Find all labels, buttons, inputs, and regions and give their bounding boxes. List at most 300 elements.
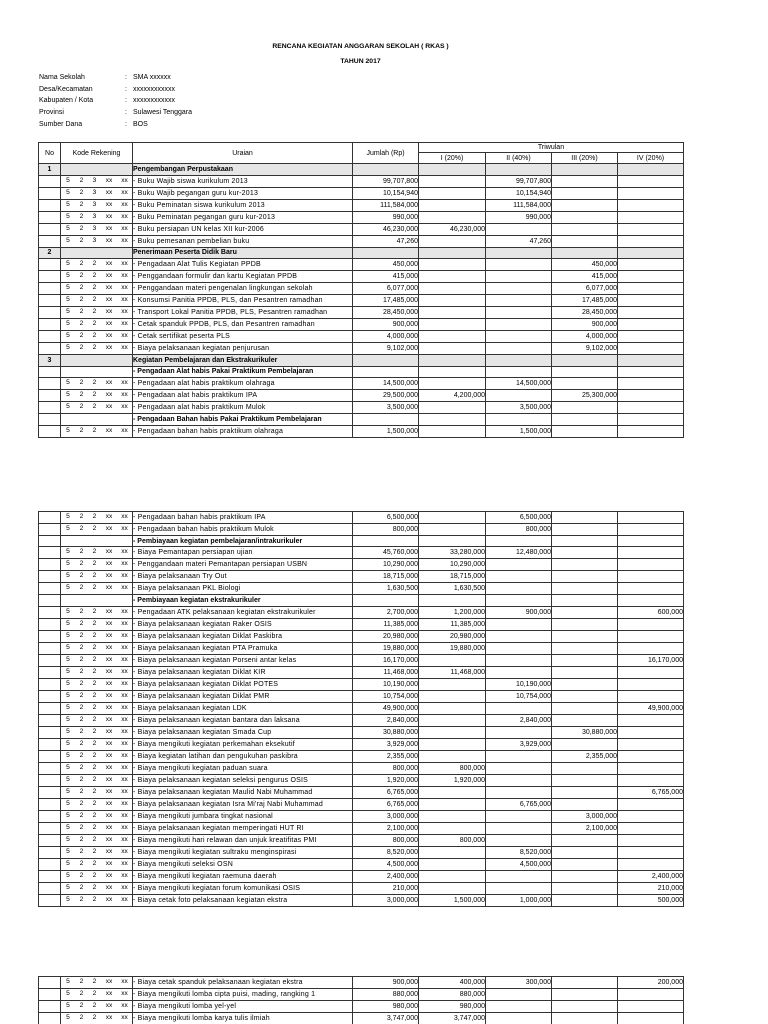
kode-digit: 2	[79, 739, 84, 747]
uraian-cell: - Biaya pelaksanaan kegiatan Isra Mi'raj Nabi Muhammad	[133, 798, 353, 810]
kode-rekening-cell	[61, 307, 133, 319]
table-header	[39, 143, 684, 164]
triwulan-iii-cell	[552, 774, 618, 786]
triwulan-iv-cell	[618, 211, 684, 223]
kode-digit: 5	[66, 332, 70, 339]
kode-digit: xx	[121, 871, 128, 879]
triwulan-iv-cell	[618, 536, 684, 547]
kode-digit: 5	[66, 391, 70, 398]
kode-rekening-cell	[61, 571, 133, 583]
triwulan-ii-cell	[486, 702, 552, 714]
triwulan-i-cell	[419, 175, 486, 187]
kode-digit: 5	[66, 260, 70, 267]
kode-digit: 2	[79, 643, 84, 651]
uraian-cell: - Biaya pelaksanaan kegiatan Diklat KIR	[133, 666, 353, 678]
uraian-cell: - Biaya mengikuti seleksi OSN	[133, 858, 353, 870]
kode-digit: 5	[66, 296, 70, 303]
kode-digit: 2	[92, 751, 97, 759]
kode-digit: xx	[105, 787, 113, 795]
kode-digit: 2	[92, 715, 97, 723]
triwulan-iii-cell	[552, 366, 618, 378]
item-row	[39, 738, 684, 750]
kode-digit: 2	[92, 823, 97, 831]
triwulan-iii-cell	[552, 247, 618, 259]
triwulan-ii-cell: 6,765,000	[486, 798, 552, 810]
kode-digit: 5	[66, 655, 70, 663]
triwulan-iii-cell: 4,000,000	[552, 331, 618, 343]
row-number	[39, 726, 61, 738]
kode-digit: 2	[92, 344, 97, 351]
kode-digit: 5	[66, 176, 70, 184]
item-row	[39, 271, 684, 283]
jumlah-cell: 210,000	[353, 882, 419, 894]
triwulan-i-cell	[419, 247, 486, 259]
kode-digit: 5	[66, 1014, 70, 1021]
jumlah-cell: 9,102,000	[353, 343, 419, 355]
row-number	[39, 870, 61, 882]
uraian-cell: Pengembangan Perpustakaan	[133, 164, 353, 176]
jumlah-cell: 14,500,000	[353, 378, 419, 390]
kode-digit: 2	[92, 787, 97, 795]
kode-digit: 2	[92, 691, 97, 699]
kode-digit: xx	[105, 176, 113, 184]
kode-digit: xx	[121, 296, 128, 303]
kode-digit: xx	[121, 775, 128, 783]
kode-digit: 2	[79, 871, 84, 879]
uraian-cell: - Pengadaan Alat habis Pakai Praktikum Pembelajaran	[133, 366, 353, 378]
uraian-cell: - Buku Peminatan siswa kurikulum 2013	[133, 199, 353, 211]
row-number	[39, 618, 61, 630]
kode-rekening-cell	[61, 714, 133, 726]
triwulan-i-cell: 880,000	[419, 989, 486, 1001]
jumlah-cell: 11,468,000	[353, 666, 419, 678]
item-row	[39, 798, 684, 810]
row-number	[39, 536, 61, 547]
triwulan-ii-cell	[486, 247, 552, 259]
kode-digit: 5	[66, 835, 70, 843]
item-row	[39, 1013, 684, 1024]
item-row	[39, 235, 684, 247]
info-separator: :	[125, 74, 127, 81]
kode-digit: 2	[79, 296, 84, 303]
triwulan-ii-cell: 8,520,000	[486, 846, 552, 858]
kode-digit: 2	[92, 391, 97, 398]
kode-digit: xx	[121, 883, 128, 891]
kode-digit: 5	[66, 272, 70, 279]
uraian-cell: - Biaya pelaksanaan kegiatan Diklat Paskibra	[133, 630, 353, 642]
triwulan-i-cell: 1,630,500	[419, 583, 486, 595]
kode-digit: 2	[79, 308, 84, 315]
kode-digit: 5	[66, 224, 70, 232]
triwulan-ii-cell	[486, 630, 552, 642]
kode-digit: 2	[79, 823, 84, 831]
kode-digit: 2	[92, 775, 97, 783]
kode-digit: 2	[92, 667, 97, 675]
kode-digit: 2	[79, 990, 84, 997]
kode-digit: 2	[92, 990, 97, 997]
kode-digit: 2	[92, 426, 97, 434]
triwulan-iii-cell	[552, 798, 618, 810]
kode-digit: 5	[66, 847, 70, 855]
triwulan-iv-cell	[618, 390, 684, 402]
header-triwulan-iii: III (20%)	[552, 153, 618, 164]
kode-digit: 5	[66, 990, 70, 997]
row-number	[39, 690, 61, 702]
kode-digit: 2	[79, 811, 84, 819]
kode-rekening-cell	[61, 211, 133, 223]
row-number	[39, 977, 61, 989]
item-row	[39, 199, 684, 211]
kode-digit: 5	[66, 212, 70, 220]
item-row	[39, 547, 684, 559]
kode-digit: 5	[66, 403, 70, 410]
item-row	[39, 319, 684, 331]
kode-digit: xx	[121, 200, 128, 208]
kode-digit: 3	[92, 200, 97, 208]
kode-digit: 2	[79, 212, 84, 220]
kode-digit: xx	[121, 667, 128, 675]
triwulan-iv-cell	[618, 618, 684, 630]
kode-digit: xx	[105, 883, 113, 891]
kode-digit: xx	[121, 751, 128, 759]
uraian-cell: - Biaya pelaksanaan kegiatan bantara dan laksana	[133, 714, 353, 726]
kode-rekening-cell	[61, 295, 133, 307]
triwulan-iii-cell	[552, 858, 618, 870]
triwulan-i-cell	[419, 726, 486, 738]
jumlah-cell	[353, 536, 419, 547]
row-number	[39, 199, 61, 211]
triwulan-ii-cell	[486, 822, 552, 834]
uraian-cell: - Biaya mengikuti kegiatan paduan suara	[133, 762, 353, 774]
triwulan-iv-cell	[618, 595, 684, 606]
kode-digit: 5	[66, 584, 70, 592]
item-row	[39, 512, 684, 524]
triwulan-iii-cell	[552, 211, 618, 223]
kode-digit: 5	[66, 344, 70, 351]
triwulan-iii-cell	[552, 559, 618, 571]
triwulan-iv-cell	[618, 989, 684, 1001]
kode-digit: xx	[105, 1002, 113, 1009]
triwulan-iv-cell	[618, 666, 684, 678]
triwulan-iv-cell	[618, 750, 684, 762]
triwulan-iii-cell	[552, 571, 618, 583]
kode-digit: xx	[121, 332, 128, 339]
kode-digit: xx	[105, 823, 113, 831]
row-number: 2	[39, 247, 61, 259]
kode-digit: 2	[79, 1002, 84, 1009]
jumlah-cell: 111,584,000	[353, 199, 419, 211]
row-number	[39, 858, 61, 870]
kode-digit: 2	[92, 1014, 97, 1021]
jumlah-cell: 3,929,000	[353, 738, 419, 750]
jumlah-cell: 900,000	[353, 319, 419, 331]
uraian-cell: - Biaya mengikuti kegiatan sultraku menginspirasi	[133, 846, 353, 858]
row-number	[39, 654, 61, 666]
triwulan-i-cell	[419, 307, 486, 319]
triwulan-iii-cell	[552, 666, 618, 678]
triwulan-i-cell	[419, 164, 486, 176]
kode-digit: 2	[79, 691, 84, 699]
header-triwulan-ii: II (40%)	[486, 153, 552, 164]
triwulan-ii-cell	[486, 307, 552, 319]
jumlah-cell: 29,500,000	[353, 390, 419, 402]
kode-digit: xx	[121, 643, 128, 651]
rkas-table-part-3	[38, 976, 684, 1024]
kode-digit: 2	[92, 883, 97, 891]
uraian-cell: - Biaya cetak spanduk pelaksanaan kegiatan ekstra	[133, 977, 353, 989]
kode-digit: xx	[105, 895, 113, 903]
kode-digit: 2	[92, 308, 97, 315]
kode-digit: xx	[105, 799, 113, 807]
triwulan-i-cell	[419, 750, 486, 762]
kode-digit: 2	[79, 525, 84, 532]
kode-digit: xx	[121, 403, 128, 410]
jumlah-cell	[353, 414, 419, 426]
info-value: xxxxxxxxxxxx	[133, 85, 175, 93]
jumlah-cell: 2,355,000	[353, 750, 419, 762]
triwulan-ii-cell	[486, 331, 552, 343]
uraian-cell: - Konsumsi Panitia PPDB, PLS, dan Pesantren ramadhan	[133, 295, 353, 307]
kode-digit: 2	[92, 631, 97, 639]
uraian-cell: - Biaya mengikuti kegiatan raemuna daerah	[133, 870, 353, 882]
kode-digit: 5	[66, 426, 70, 434]
info-label: Sumber Dana	[39, 120, 83, 128]
kode-digit: 2	[92, 320, 97, 327]
kode-digit: xx	[105, 260, 113, 267]
triwulan-ii-cell	[486, 654, 552, 666]
triwulan-ii-cell: 6,500,000	[486, 512, 552, 524]
kode-rekening-cell	[61, 331, 133, 343]
item-row	[39, 331, 684, 343]
triwulan-iii-cell	[552, 595, 618, 606]
item-row	[39, 187, 684, 199]
uraian-cell: - Penggandaan materi Pemantapan persiapan USBN	[133, 559, 353, 571]
kode-digit: 2	[92, 739, 97, 747]
jumlah-cell: 28,450,000	[353, 307, 419, 319]
kode-digit: xx	[105, 332, 113, 339]
kode-digit: xx	[121, 787, 128, 795]
item-row	[39, 894, 684, 906]
kode-digit: 2	[79, 426, 84, 434]
row-number	[39, 1001, 61, 1013]
kode-digit: 5	[66, 1002, 70, 1009]
triwulan-iii-cell	[552, 402, 618, 414]
jumlah-cell: 450,000	[353, 259, 419, 271]
header-triwulan-i: I (20%)	[419, 153, 486, 164]
kode-digit: 2	[79, 188, 84, 196]
kode-rekening-cell	[61, 618, 133, 630]
kode-rekening-cell	[61, 750, 133, 762]
triwulan-iv-cell: 16,170,000	[618, 654, 684, 666]
triwulan-iv-cell	[618, 164, 684, 176]
kode-digit: 3	[92, 176, 97, 184]
item-row	[39, 175, 684, 187]
kode-digit: 5	[66, 643, 70, 651]
triwulan-iii-cell: 28,450,000	[552, 307, 618, 319]
row-number	[39, 822, 61, 834]
table-body	[39, 512, 684, 907]
uraian-cell: - Biaya pelaksanaan kegiatan Maulid Nabi Muhammad	[133, 786, 353, 798]
triwulan-ii-cell	[486, 1001, 552, 1013]
triwulan-iii-cell: 2,100,000	[552, 822, 618, 834]
row-number	[39, 425, 61, 437]
triwulan-iv-cell	[618, 283, 684, 295]
item-row	[39, 211, 684, 223]
kode-digit: 5	[66, 727, 70, 735]
triwulan-ii-cell	[486, 355, 552, 367]
triwulan-iv-cell	[618, 798, 684, 810]
row-number	[39, 187, 61, 199]
kode-digit: xx	[105, 513, 113, 520]
jumlah-cell: 1,630,500	[353, 583, 419, 595]
kode-digit: xx	[105, 236, 113, 244]
jumlah-cell: 10,290,000	[353, 559, 419, 571]
kode-rekening-cell	[61, 175, 133, 187]
kode-digit: xx	[105, 296, 113, 303]
kode-digit: xx	[105, 572, 113, 580]
row-number	[39, 571, 61, 583]
kode-digit: 2	[92, 260, 97, 267]
triwulan-iv-cell: 200,000	[618, 977, 684, 989]
kode-digit: 2	[79, 655, 84, 663]
info-row-provinsi	[39, 107, 192, 119]
kode-digit: 5	[66, 775, 70, 783]
row-number	[39, 834, 61, 846]
kode-rekening-cell	[61, 595, 133, 606]
triwulan-iv-cell	[618, 259, 684, 271]
triwulan-iii-cell	[552, 414, 618, 426]
kode-digit: 5	[66, 308, 70, 315]
item-row	[39, 702, 684, 714]
triwulan-i-cell	[419, 259, 486, 271]
kode-digit: 2	[92, 978, 97, 985]
row-number	[39, 702, 61, 714]
item-row	[39, 559, 684, 571]
kode-digit: 2	[92, 272, 97, 279]
triwulan-iv-cell	[618, 738, 684, 750]
kode-rekening-cell	[61, 259, 133, 271]
kode-rekening-cell	[61, 355, 133, 367]
jumlah-cell: 415,000	[353, 271, 419, 283]
kode-rekening-cell	[61, 235, 133, 247]
kode-digit: 2	[92, 811, 97, 819]
kode-digit: 2	[92, 1002, 97, 1009]
triwulan-iii-cell: 17,485,000	[552, 295, 618, 307]
triwulan-iv-cell	[618, 425, 684, 437]
triwulan-i-cell: 1,200,000	[419, 606, 486, 618]
kode-digit: xx	[121, 703, 128, 711]
item-row	[39, 786, 684, 798]
kode-digit: 2	[79, 224, 84, 232]
kode-digit: xx	[121, 847, 128, 855]
kode-digit: xx	[121, 344, 128, 351]
kode-digit: 2	[92, 296, 97, 303]
triwulan-ii-cell	[486, 571, 552, 583]
item-row	[39, 606, 684, 618]
kode-digit: 2	[92, 871, 97, 879]
triwulan-iv-cell	[618, 271, 684, 283]
kode-rekening-cell	[61, 223, 133, 235]
triwulan-iii-cell	[552, 223, 618, 235]
info-row-desa-kecamatan	[39, 84, 192, 96]
jumlah-cell: 900,000	[353, 977, 419, 989]
kode-digit: 2	[92, 847, 97, 855]
kode-digit: 2	[79, 379, 84, 386]
uraian-cell: - Biaya cetak foto pelaksanaan kegiatan ekstra	[133, 894, 353, 906]
kode-digit: 5	[66, 691, 70, 699]
triwulan-i-cell: 800,000	[419, 834, 486, 846]
row-number	[39, 798, 61, 810]
triwulan-iii-cell: 30,880,000	[552, 726, 618, 738]
kode-digit: 5	[66, 799, 70, 807]
row-number	[39, 989, 61, 1001]
kode-digit: xx	[121, 572, 128, 580]
triwulan-i-cell	[419, 654, 486, 666]
item-row	[39, 524, 684, 536]
kode-digit: 2	[92, 572, 97, 580]
kode-digit: 2	[79, 667, 84, 675]
triwulan-i-cell	[419, 846, 486, 858]
triwulan-iii-cell	[552, 512, 618, 524]
kode-digit: xx	[105, 871, 113, 879]
triwulan-iv-cell	[618, 630, 684, 642]
kode-digit: 3	[92, 224, 97, 232]
row-number	[39, 378, 61, 390]
kode-digit: 2	[92, 859, 97, 867]
rkas-table-part-2	[38, 511, 684, 907]
triwulan-iii-cell	[552, 378, 618, 390]
triwulan-iii-cell	[552, 762, 618, 774]
triwulan-iv-cell: 49,900,000	[618, 702, 684, 714]
uraian-cell: - Buku pemesanan pembelian buku	[133, 235, 353, 247]
row-number	[39, 606, 61, 618]
uraian-cell: - Biaya mengikuti hari relawan dan unjuk kreatifitas PMI	[133, 834, 353, 846]
kode-rekening-cell	[61, 199, 133, 211]
row-number	[39, 295, 61, 307]
kode-rekening-cell	[61, 642, 133, 654]
triwulan-i-cell: 3,747,000	[419, 1013, 486, 1024]
triwulan-ii-cell	[486, 559, 552, 571]
triwulan-iv-cell	[618, 858, 684, 870]
kode-digit: xx	[105, 379, 113, 386]
kode-digit: xx	[105, 667, 113, 675]
jumlah-cell: 6,765,000	[353, 798, 419, 810]
table-body	[39, 164, 684, 438]
kode-digit: xx	[105, 811, 113, 819]
item-row	[39, 882, 684, 894]
row-number	[39, 319, 61, 331]
jumlah-cell: 46,230,000	[353, 223, 419, 235]
kode-digit: xx	[105, 403, 113, 410]
kode-rekening-cell	[61, 678, 133, 690]
triwulan-iii-cell: 900,000	[552, 319, 618, 331]
uraian-cell: - Transport Lokal Panitia PPDB, PLS, Pesantren ramadhan	[133, 307, 353, 319]
row-number	[39, 559, 61, 571]
triwulan-ii-cell: 12,480,000	[486, 547, 552, 559]
triwulan-ii-cell	[486, 414, 552, 426]
row-number: 1	[39, 164, 61, 176]
kode-digit: 5	[66, 739, 70, 747]
row-number	[39, 678, 61, 690]
triwulan-i-cell: 33,280,000	[419, 547, 486, 559]
uraian-cell: - Pengadaan Bahan habis Pakai Praktikum Pembelajaran	[133, 414, 353, 426]
triwulan-ii-cell	[486, 642, 552, 654]
item-row	[39, 259, 684, 271]
item-row	[39, 762, 684, 774]
item-row	[39, 666, 684, 678]
triwulan-iii-cell: 3,000,000	[552, 810, 618, 822]
item-row	[39, 343, 684, 355]
